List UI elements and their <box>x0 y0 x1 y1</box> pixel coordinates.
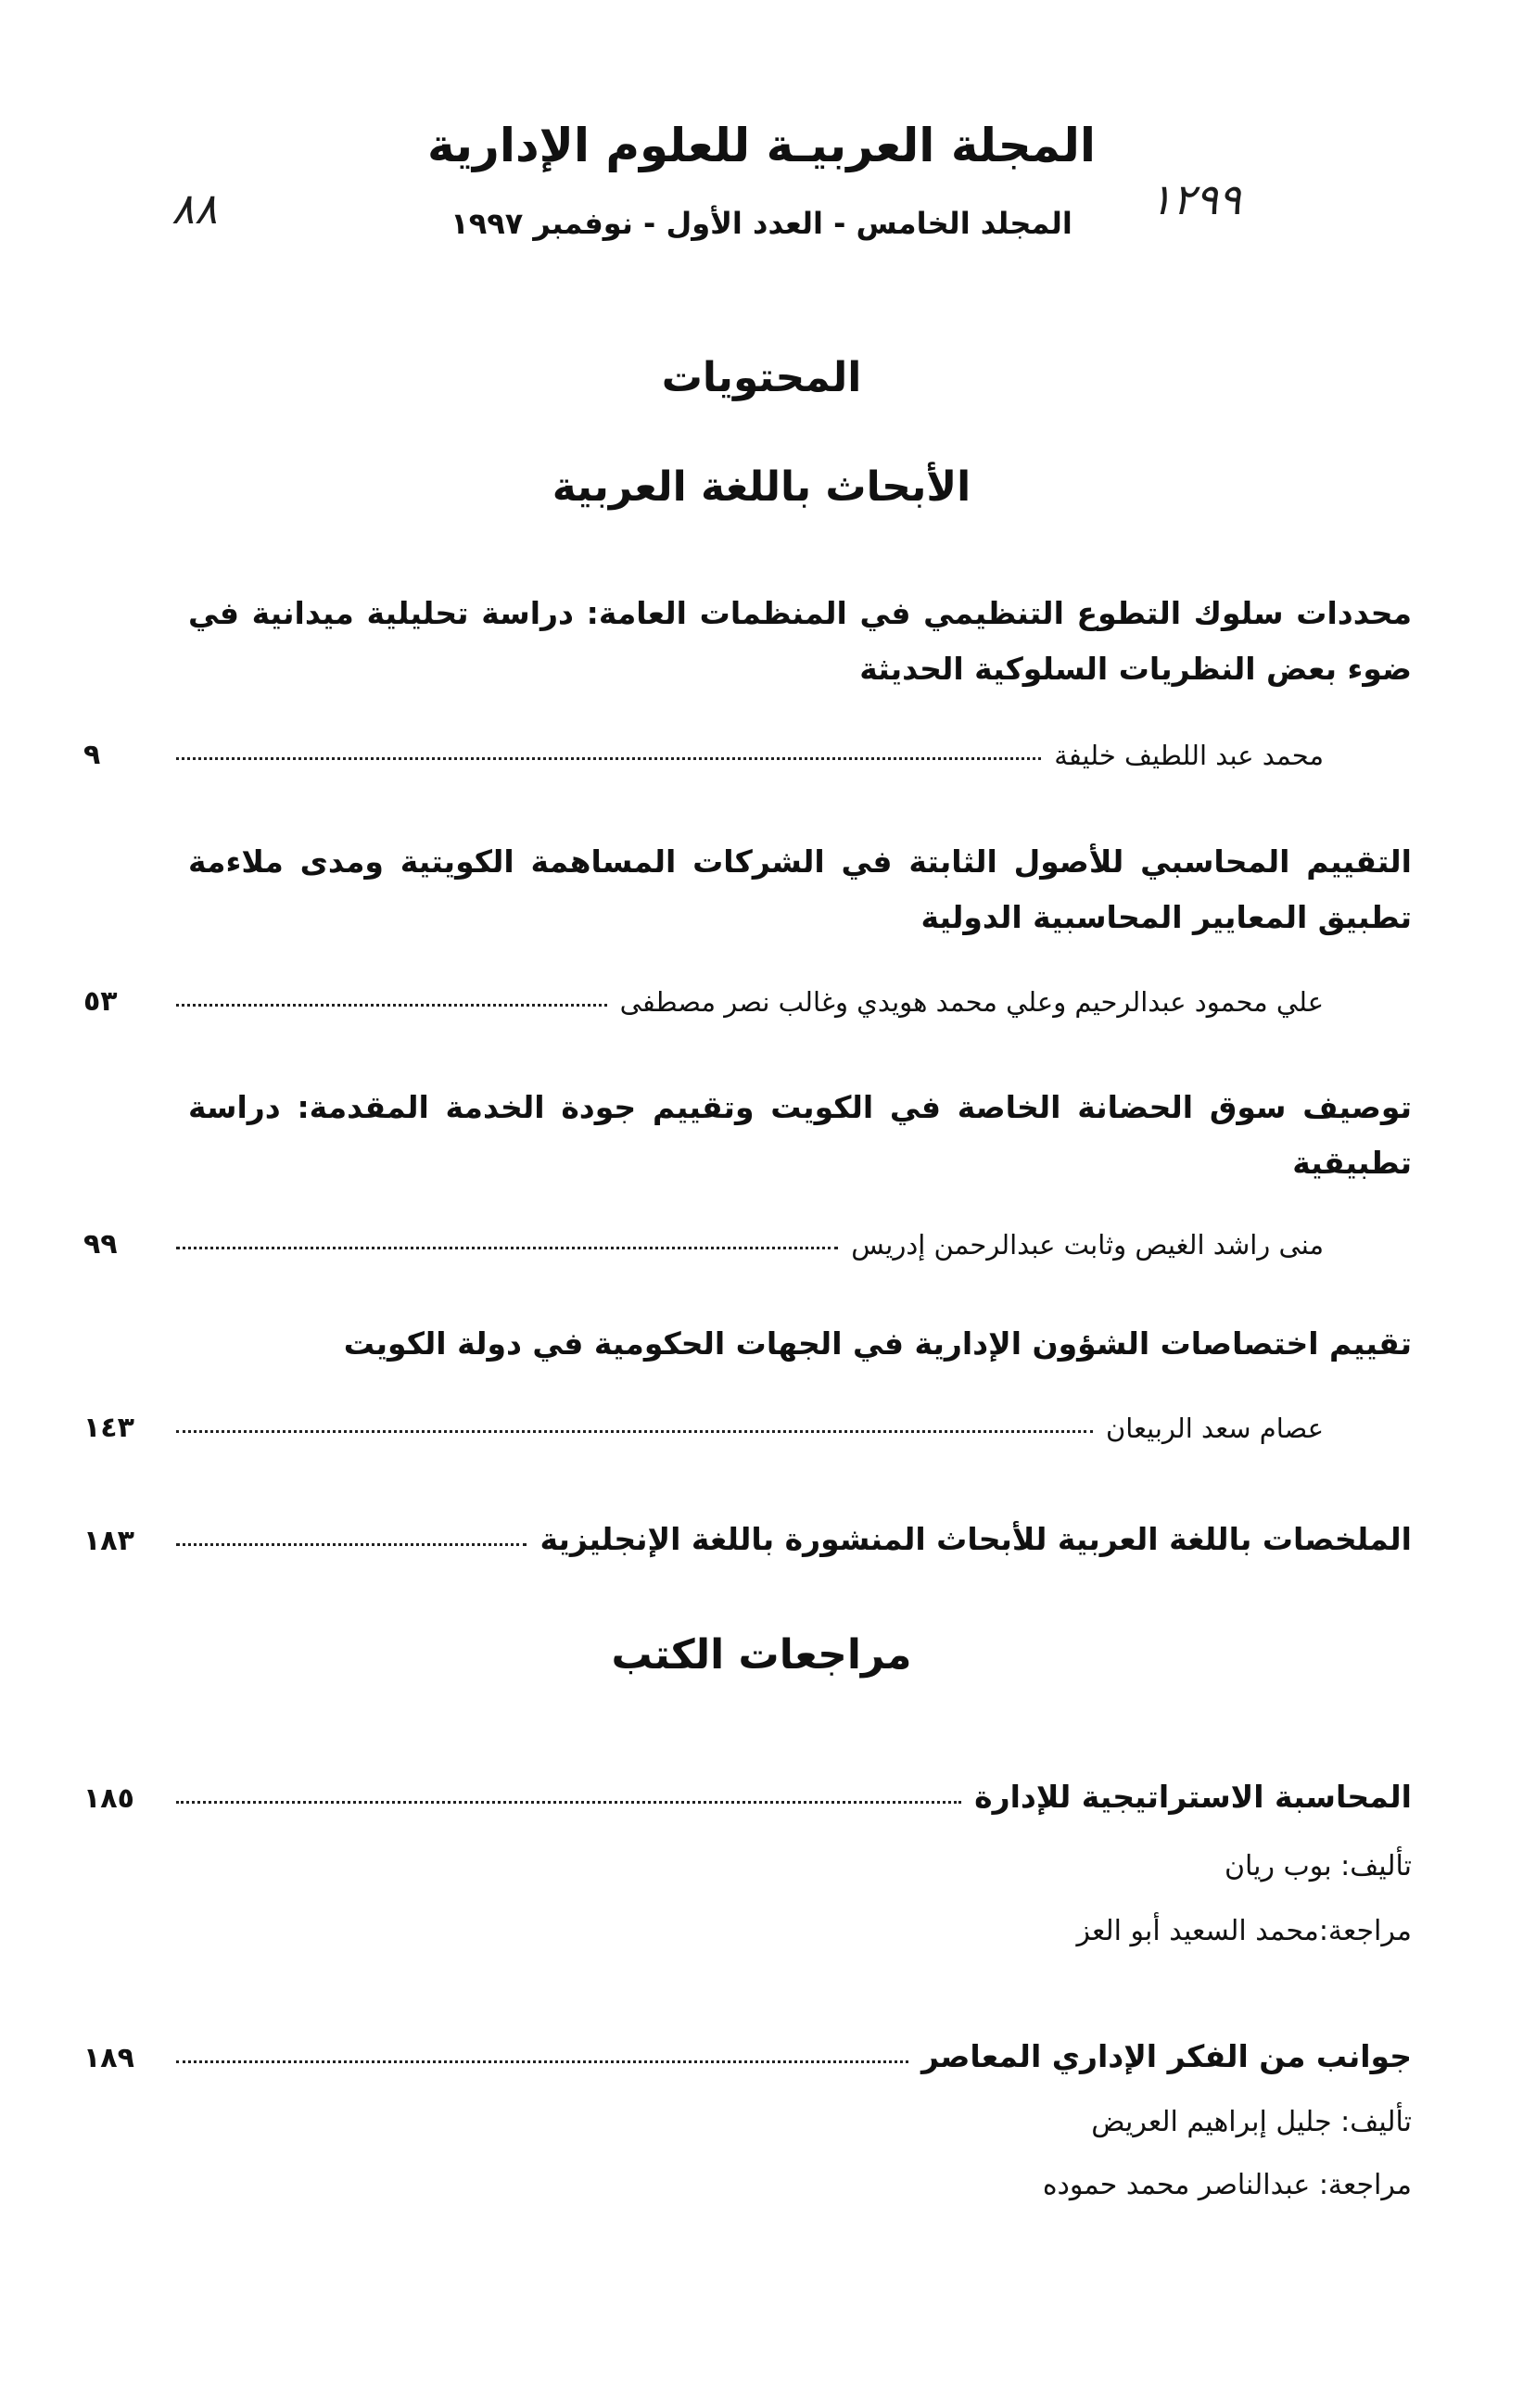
article-author: منى راشد الغيص وثابت عبدالرحمن إدريس <box>851 1229 1324 1261</box>
issue-line: المجلد الخامس - العدد الأول - نوفمبر ١٩٩٧ <box>451 206 1072 241</box>
dot-leader <box>176 1543 527 1546</box>
toc-entry-summaries[interactable] <box>83 1511 1412 1557</box>
article-title: التقييم المحاسبي للأصول الثابتة في الشركات المساهمة الكويتية ومدى ملاءمة تطبيق المعايير المحاسبية الدولية <box>188 843 1412 935</box>
dot-leader <box>176 1247 838 1249</box>
contents-heading: المحتويات <box>661 354 862 401</box>
review-reviewer: مراجعة:محمد السعيد أبو العز <box>1076 1915 1412 1947</box>
page-number: ٩ <box>83 739 101 771</box>
article-author: عصام سعد الربيعان <box>1105 1413 1324 1444</box>
arabic-research-heading: الأبحاث باللغة العربية <box>552 463 971 511</box>
toc-entry[interactable] <box>83 1398 1412 1444</box>
review-author: تأليف: جليل إبراهيم العريض <box>1091 2106 1412 2138</box>
review-author: تأليف: بوب ريان <box>1224 1850 1412 1882</box>
dot-leader <box>176 2060 908 2063</box>
toc-entry-review[interactable] <box>83 1768 1412 1815</box>
book-reviews-heading: مراجعات الكتب <box>611 1631 912 1679</box>
article-author: محمد عبد اللطيف خليفة <box>1054 740 1324 771</box>
page-number: ١٤٣ <box>83 1412 134 1444</box>
article-title: تقييم اختصاصات الشؤون الإدارية في الجهات الحكومية في دولة الكويت <box>343 1325 1412 1362</box>
toc-entry[interactable] <box>83 725 1412 771</box>
article-title: محددات سلوك التطوع التنظيمي في المنظمات العامة: دراسة تحليلية ميدانية في ضوء بعض النظريات السلوكية الحديثة <box>188 595 1412 687</box>
journal-title: المجلة العربيـة للعلوم الإدارية <box>426 119 1097 172</box>
page-number: ١٨٣ <box>83 1525 134 1557</box>
article-title: توصيف سوق الحضانة الخاصة في الكويت وتقييم جودة الخدمة المقدمة: دراسة تطبيقية <box>188 1089 1412 1181</box>
dot-leader <box>176 1801 961 1804</box>
handwritten-note-right: ١٢٩٩ <box>1149 174 1241 224</box>
dot-leader <box>176 757 1041 760</box>
toc-entry-review[interactable] <box>83 2028 1412 2074</box>
page-number: ١٨٩ <box>83 2042 134 2074</box>
review-title: جوانب من الفكر الإداري المعاصر <box>921 2038 1412 2074</box>
review-title: المحاسبة الاستراتيجية للإدارة <box>974 1779 1412 1815</box>
page-number: ٥٣ <box>83 985 118 1018</box>
dot-leader <box>176 1430 1093 1433</box>
review-reviewer: مراجعة: عبدالناصر محمد حموده <box>1042 2169 1412 2201</box>
page-number: ١٨٥ <box>83 1782 134 1815</box>
page-number: ٩٩ <box>83 1228 118 1261</box>
article-author: علي محمود عبدالرحيم وعلي محمد هويدي وغالب نصر مصطفى <box>619 986 1324 1018</box>
handwritten-note-left: ٨٨ <box>171 184 218 234</box>
toc-entry[interactable] <box>83 1214 1412 1261</box>
dot-leader <box>176 1004 607 1007</box>
summaries-title: الملخصات باللغة العربية للأبحاث المنشورة باللغة الإنجليزية <box>539 1521 1412 1557</box>
toc-entry[interactable] <box>83 971 1412 1018</box>
